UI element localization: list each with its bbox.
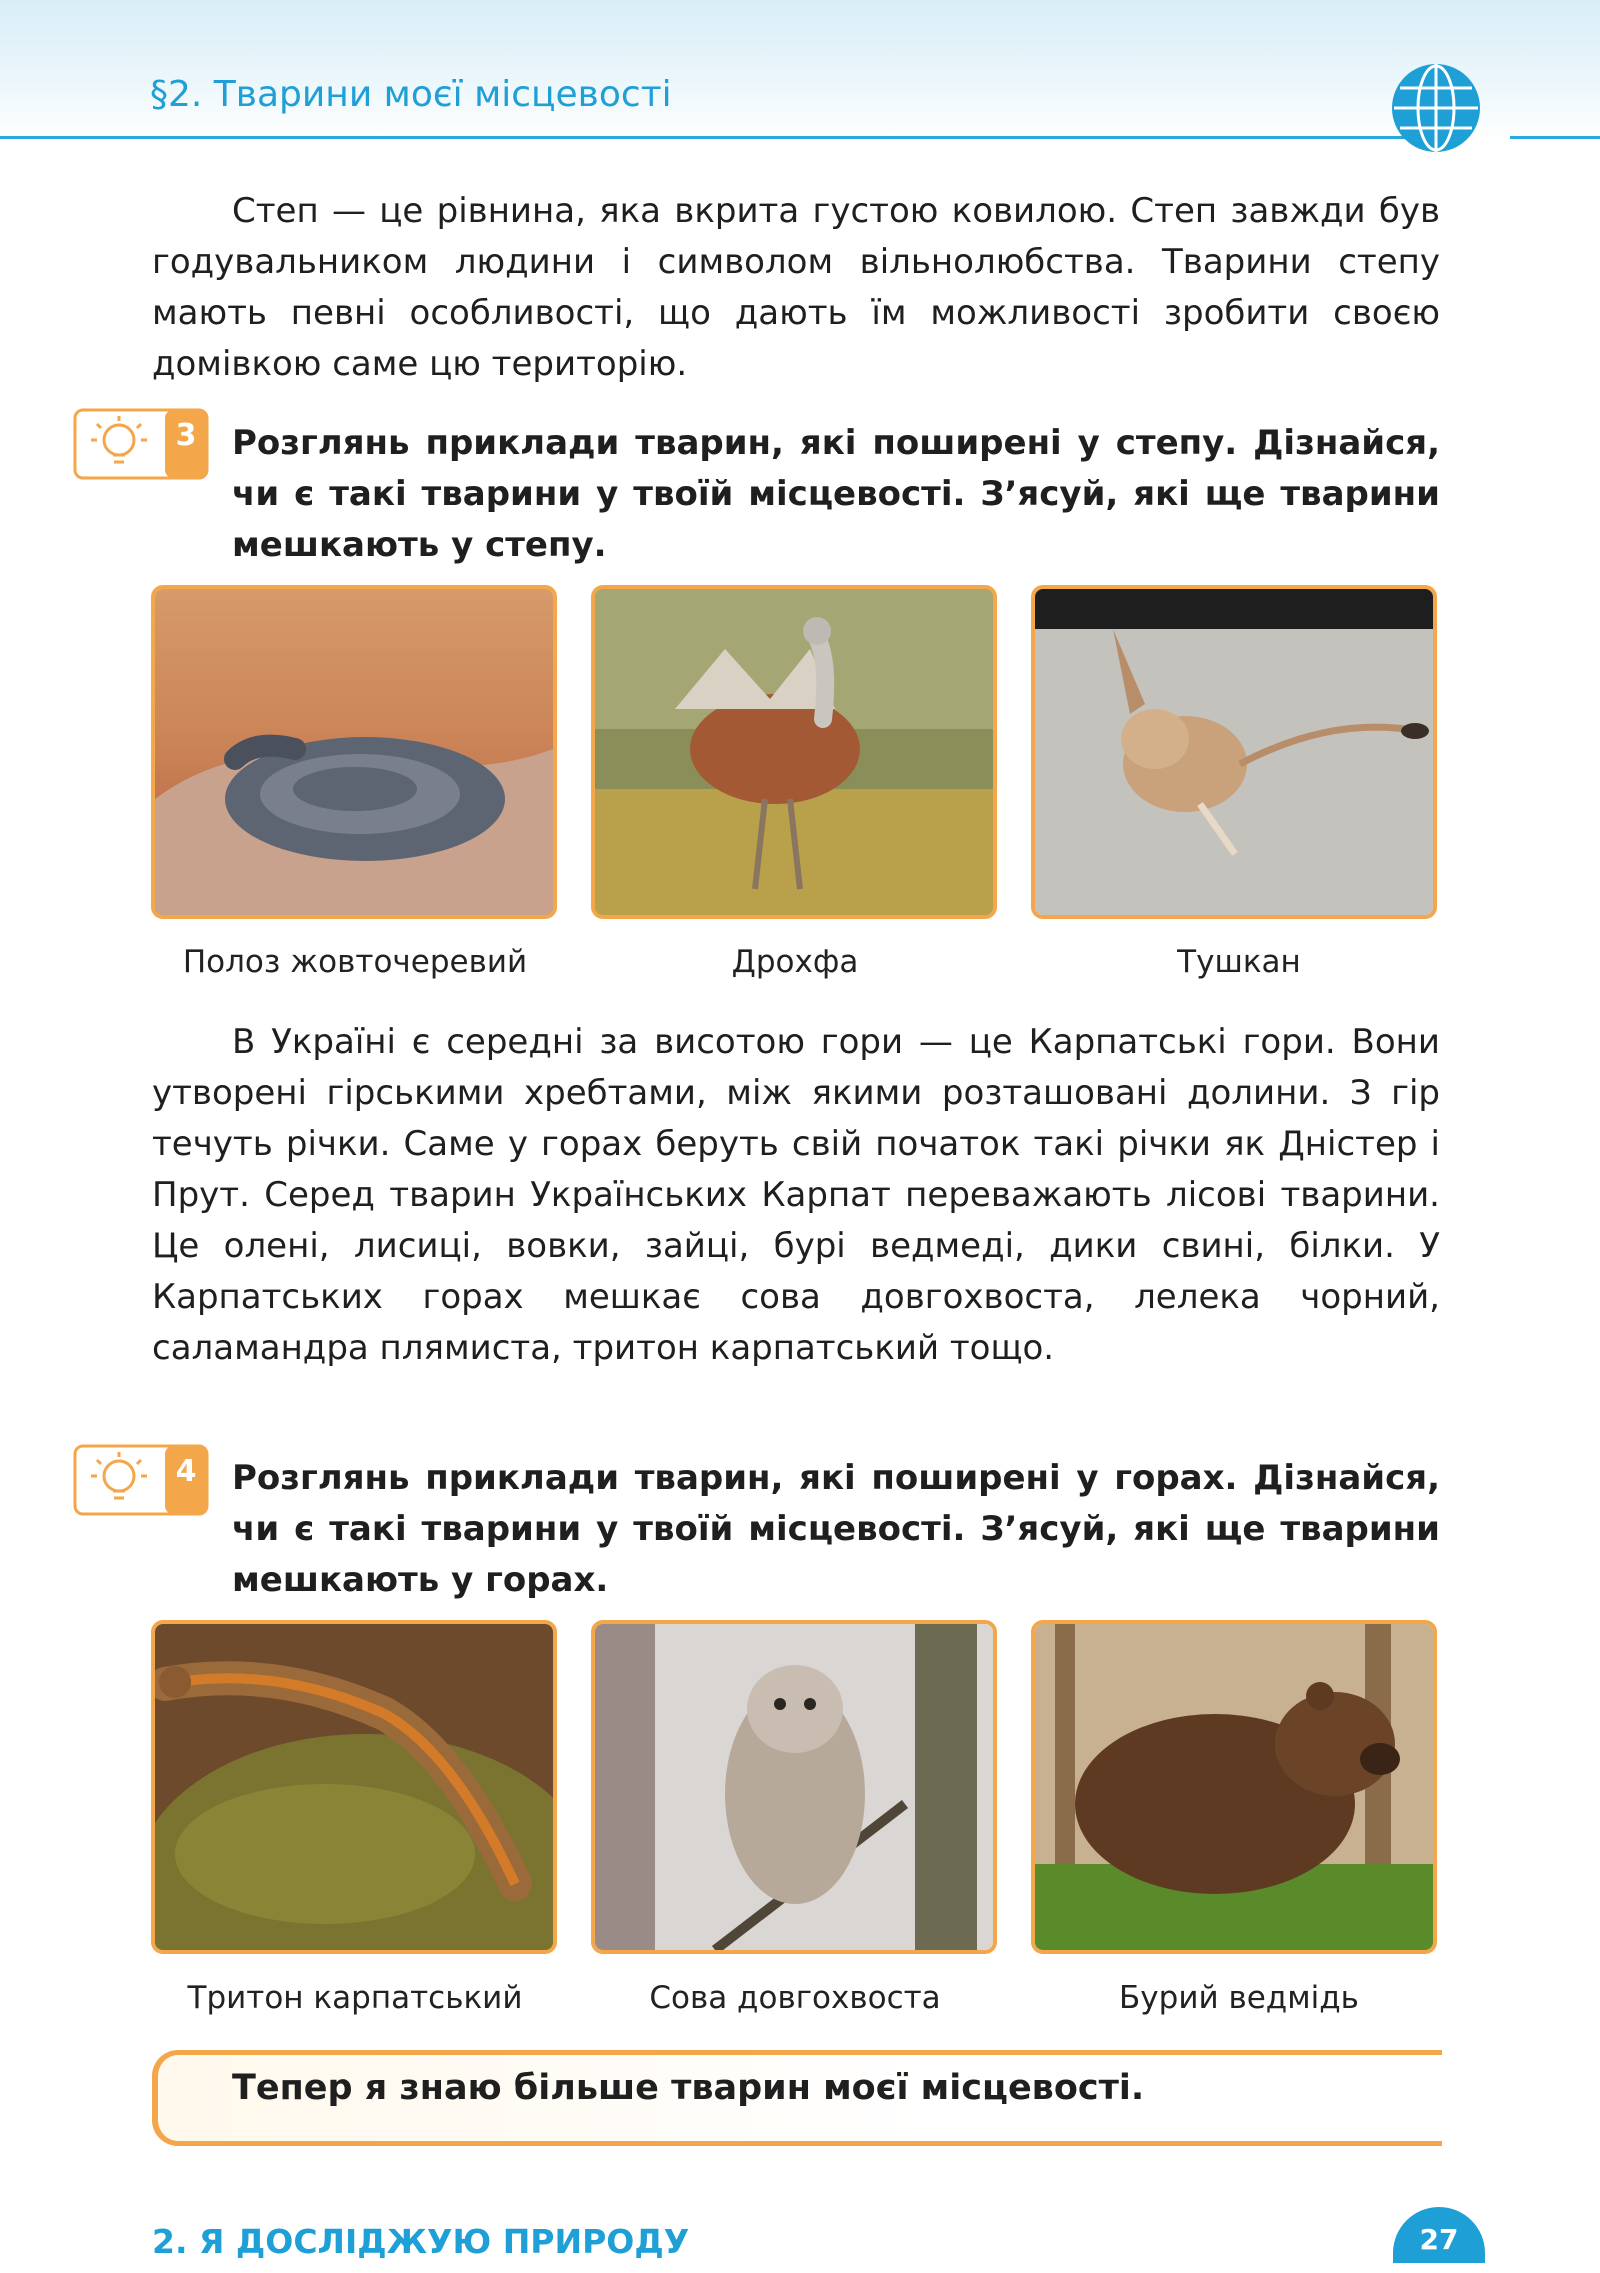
caption-mountain-2: Сова довгохвоста (649, 1980, 941, 2016)
task-4-text: Розглянь приклади тварин, які поширені у горах. Дізнайся, чи є такі тварини у твоїй місцевості. З’ясуй, які ще тварини мешкають у горах. (232, 1458, 1440, 1600)
photo-bustard (591, 585, 997, 919)
header-background (0, 0, 1600, 140)
photo-snake (151, 585, 557, 919)
task-number-3: 3 (175, 418, 197, 453)
photo-bear (1031, 1620, 1437, 1954)
footer-section-title: 2. Я ДОСЛІДЖУЮ ПРИРОДУ (152, 2222, 690, 2261)
globe-icon (1388, 60, 1484, 156)
photo-jerboa (1031, 585, 1437, 919)
caption-steppe-1: Полоз жовточеревий (182, 944, 528, 980)
header-divider-right (1510, 136, 1600, 139)
summary-text: Тепер я знаю більше тварин моєї місцевості. (232, 2068, 1145, 2108)
task-3-text: Розглянь приклади тварин, які поширені у степу. Дізнайся, чи є такі тварини у твоїй місцевості. З’ясуй, які ще тварини мешкають у степу. (232, 423, 1440, 565)
page-number: 27 (1393, 2207, 1485, 2263)
photo-newt (151, 1620, 557, 1954)
caption-steppe-2: Дрохфа (731, 944, 859, 980)
task-number-4: 4 (175, 1454, 197, 1489)
page-title: §2. Тварини моєї місцевості (150, 74, 672, 115)
caption-steppe-3: Тушкан (1177, 944, 1301, 980)
mountains-paragraph: В Україні є середні за висотою гори — це Карпатські гори. Вони утворені гірськими хребтами, між якими розташовані долини. З гір течуть річки. Саме у горах беруть свій початок такі річки як Дністер і Прут. Серед тварин Українських Карпат переважають лісові тварини. Це олені, лисиці, вовки, зайці, бурі ведмеді, дики свині, білки. У Карпатських горах мешкає сова довгохвоста, лелека чорний, саламандра плямиста, тритон карпатський тощо. (152, 1022, 1440, 1368)
photo-owl (591, 1620, 997, 1954)
header-divider (0, 136, 1440, 139)
intro-paragraph: Степ — це рівнина, яка вкрита густою ковилою. Степ завжди був годувальником людини і символом вільнолюбства. Тварини степу мають певні особливості, що дають їм можливості зробити своєю домівкою саме цю територію. (152, 191, 1440, 384)
caption-mountain-1: Тритон карпатський (187, 1980, 523, 2016)
caption-mountain-3: Бурий ведмідь (1119, 1980, 1359, 2016)
